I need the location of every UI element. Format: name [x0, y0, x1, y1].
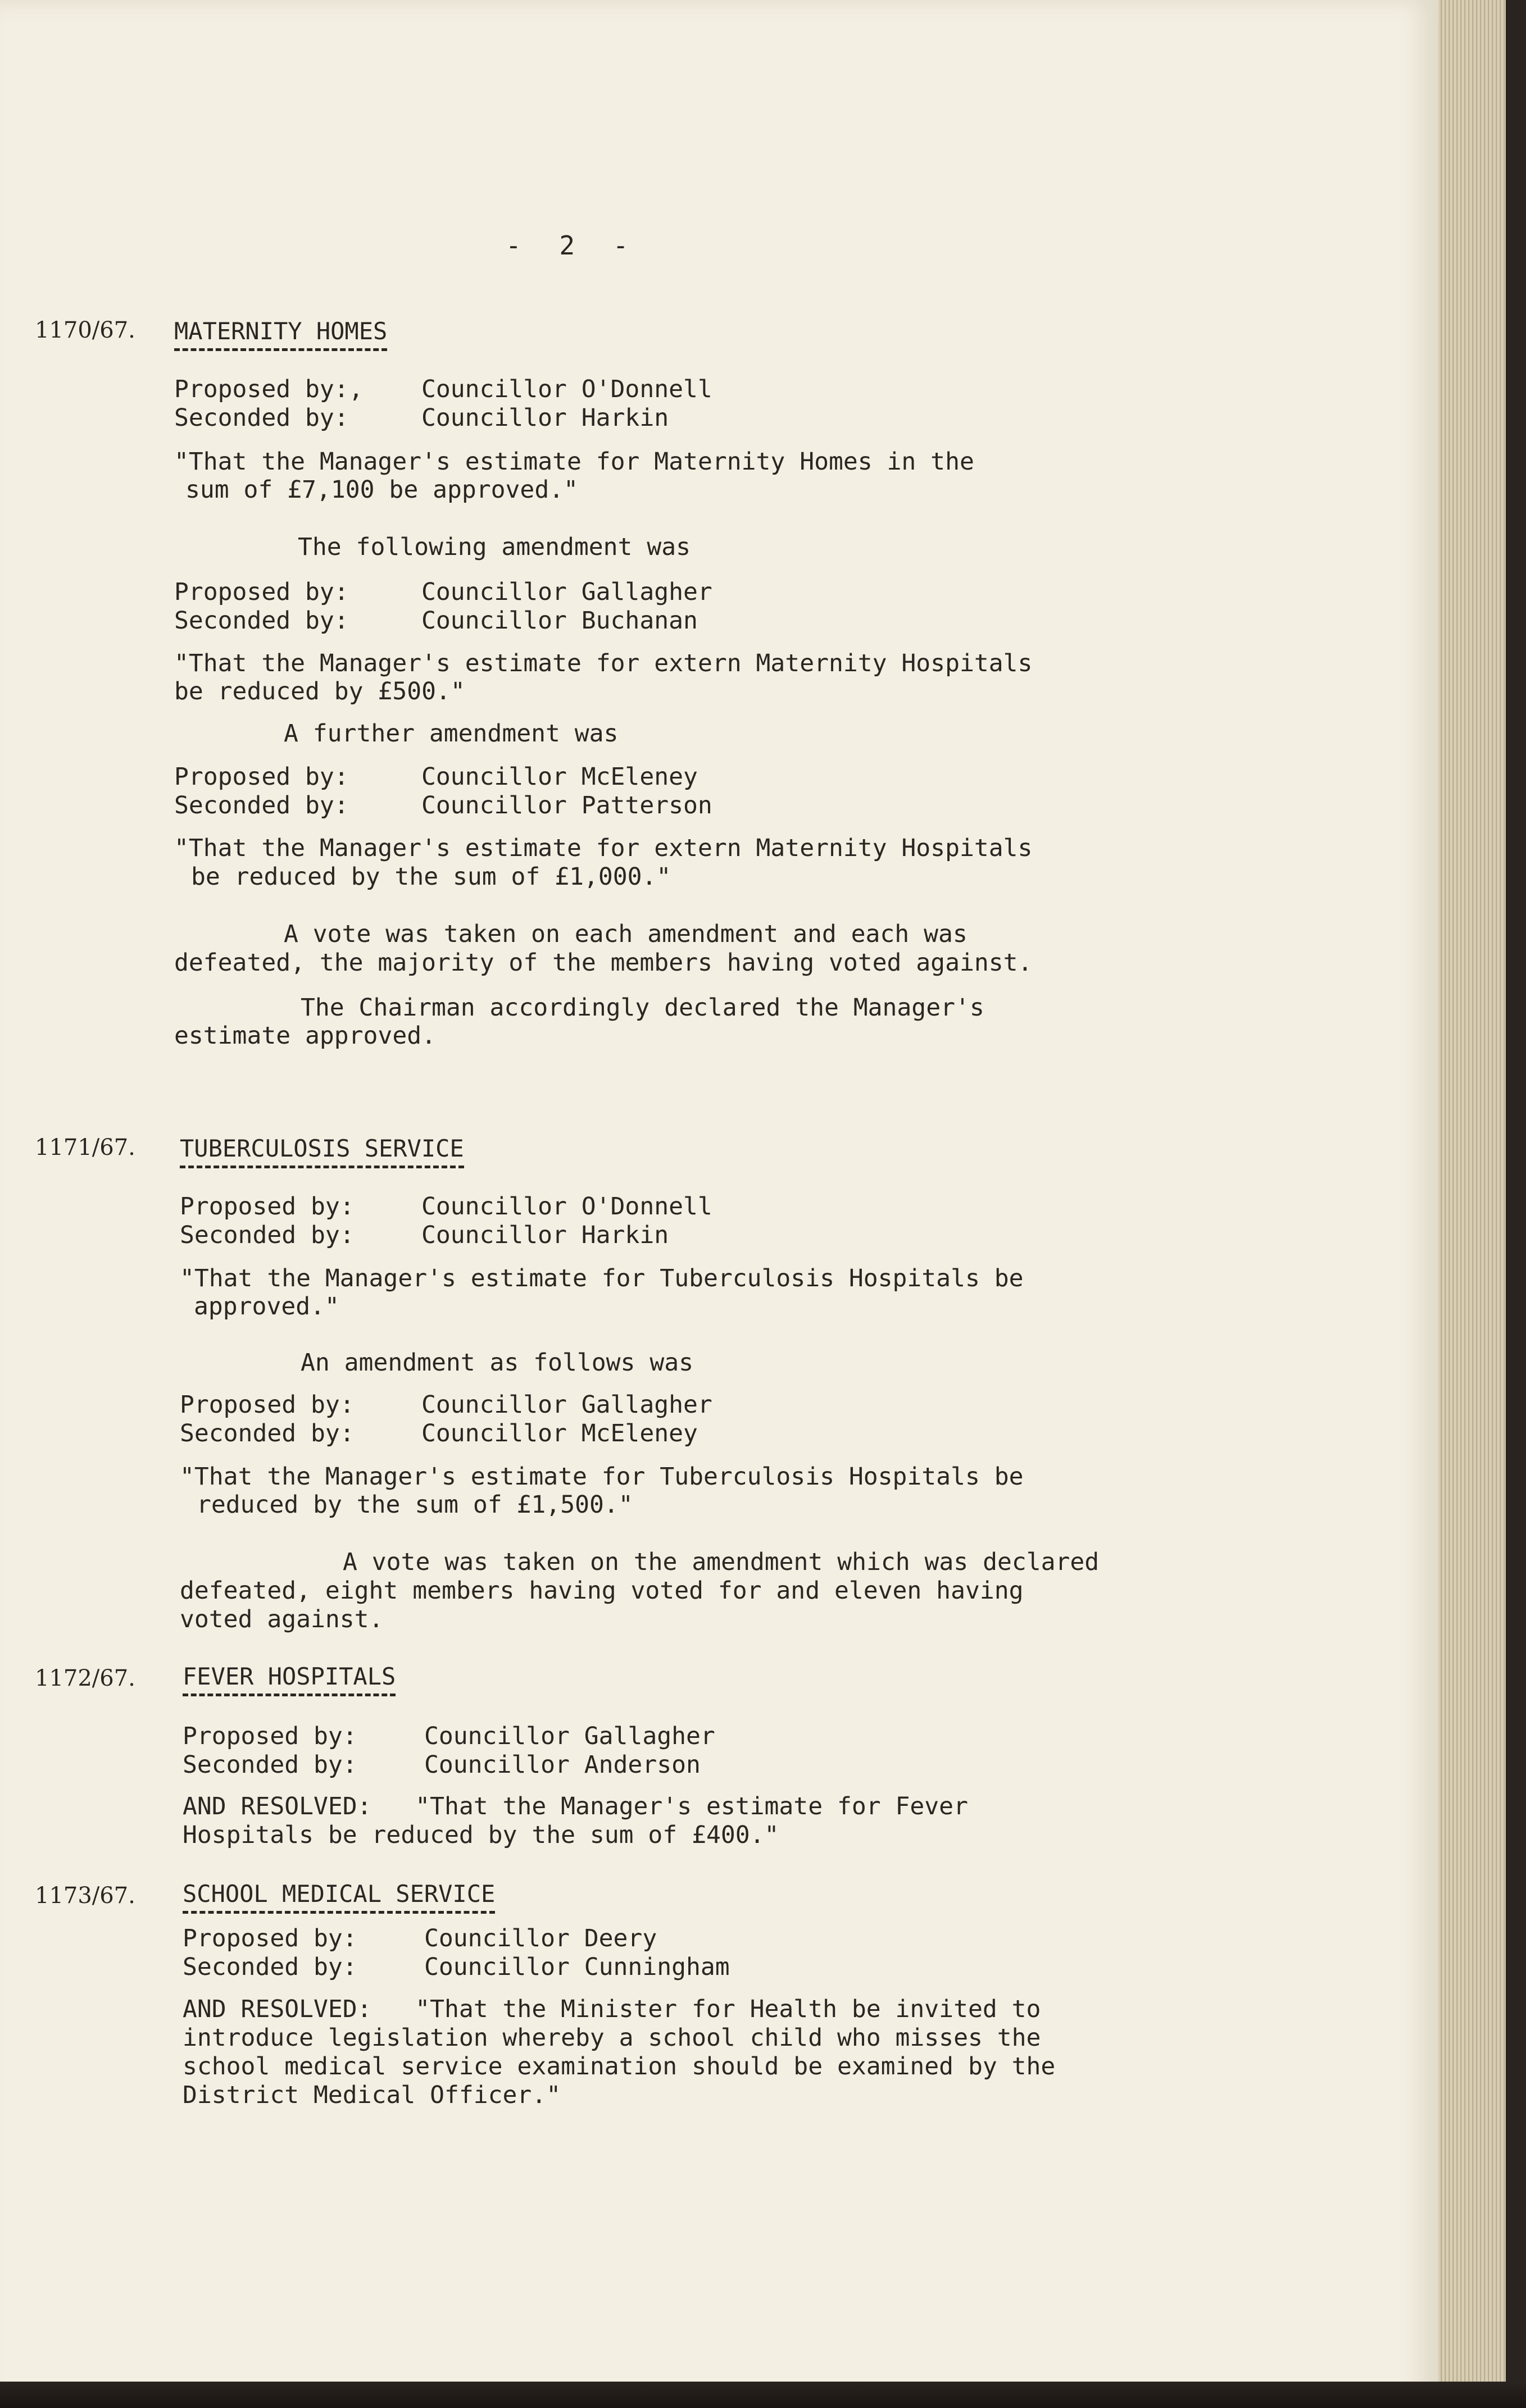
resolution-text: school medical service examination should be examined by the: [183, 2052, 1056, 2081]
minute-number: 1173/67.: [35, 1883, 135, 1909]
amendment-text: "That the Manager's estimate for extern Maternity Hospitals: [174, 649, 1033, 677]
seconded-line: [174, 791, 712, 820]
section-heading: FEVER HOSPITALS: [183, 1663, 396, 1696]
seconded-line: [174, 403, 669, 433]
proposer: Councillor Gallagher: [421, 1391, 712, 1419]
seconder: Councillor McEleney: [421, 1419, 698, 1447]
resolution-text: AND RESOLVED: "That the Manager's estimate for Fever: [183, 1792, 968, 1820]
book-cover-edge: [1506, 0, 1526, 2408]
seconder: Councillor Buchanan: [421, 607, 698, 635]
seconded-label: Seconded by:: [174, 404, 349, 432]
seconded-line: [183, 1952, 730, 1982]
vote-text: defeated, the majority of the members having voted against.: [174, 949, 1033, 977]
seconded-line: [180, 1419, 698, 1448]
amendment-text: be reduced by the sum of £1,000.": [191, 863, 671, 891]
seconded-label: Seconded by:: [180, 1221, 355, 1249]
vote-text: defeated, eight members having voted for and eleven having: [180, 1577, 1024, 1605]
proposer: Councillor O'Donnell: [421, 1192, 712, 1221]
proposed-label: Proposed by:,: [174, 375, 364, 403]
proposed-line: [174, 577, 712, 607]
seconder: Councillor Harkin: [421, 1221, 669, 1249]
resolution-text: District Medical Officer.": [183, 2081, 561, 2109]
proposed-label: Proposed by:: [174, 763, 349, 791]
resolution-text: introduce legislation whereby a school child who misses the: [183, 2024, 1041, 2052]
decision-text: The Chairman accordingly declared the Manager's: [301, 994, 984, 1022]
seconder: Councillor Harkin: [421, 404, 669, 432]
page-number: - 2 -: [506, 230, 640, 261]
proposed-label: Proposed by:: [174, 578, 349, 606]
seconded-label: Seconded by:: [174, 791, 349, 820]
bottom-shadow: [0, 2382, 1526, 2408]
seconder: Councillor Anderson: [424, 1751, 701, 1779]
proposer: Councillor McEleney: [421, 763, 698, 791]
seconder: Councillor Patterson: [421, 791, 712, 820]
proposer: Councillor Deery: [424, 1924, 657, 1952]
resolution-text: AND RESOLVED: "That the Minister for Health be invited to: [183, 1995, 1041, 2023]
resolution-text: Hospitals be reduced by the sum of £400.": [183, 1821, 779, 1849]
motion-text: approved.": [194, 1292, 339, 1321]
proposed-line: [183, 1722, 715, 1751]
amendment-text: reduced by the sum of £1,500.": [197, 1491, 633, 1519]
vote-text: A vote was taken on the amendment which was declared: [343, 1548, 1100, 1576]
minute-number: 1171/67.: [35, 1135, 135, 1160]
proposed-label: Proposed by:: [183, 1924, 357, 1952]
section-heading: MATERNITY HOMES: [174, 317, 387, 351]
section-heading: SCHOOL MEDICAL SERVICE: [183, 1880, 495, 1914]
amendment-intro: An amendment as follows was: [301, 1349, 693, 1377]
decision-text: estimate approved.: [174, 1022, 436, 1050]
proposed-label: Proposed by:: [180, 1391, 355, 1419]
vote-text: A vote was taken on each amendment and each was: [284, 920, 968, 948]
minute-number: 1170/67.: [35, 317, 135, 343]
seconded-label: Seconded by:: [183, 1953, 357, 1981]
seconded-line: [180, 1221, 669, 1250]
seconded-label: Seconded by:: [183, 1751, 357, 1779]
proposer: Councillor Gallagher: [424, 1722, 715, 1750]
section-heading: TUBERCULOSIS SERVICE: [180, 1135, 464, 1168]
amendment-text: "That the Manager's estimate for extern Maternity Hospitals: [174, 834, 1033, 862]
motion-text: "That the Manager's estimate for Maternity Homes in the: [174, 448, 974, 476]
amendment-text: "That the Manager's estimate for Tuberculosis Hospitals be: [180, 1463, 1024, 1491]
proposed-line: [183, 1924, 657, 1953]
seconded-line: [183, 1750, 701, 1779]
seconded-line: [174, 606, 698, 635]
proposed-line: [174, 762, 698, 791]
proposed-line: [180, 1192, 712, 1221]
amendment-intro: The following amendment was: [298, 533, 691, 561]
amendment-intro: A further amendment was: [284, 720, 619, 748]
proposed-line: [174, 375, 712, 404]
proposed-label: Proposed by:: [183, 1722, 357, 1750]
motion-text: "That the Manager's estimate for Tuberculosis Hospitals be: [180, 1264, 1024, 1292]
proposed-label: Proposed by:: [180, 1192, 355, 1221]
proposer: Councillor O'Donnell: [421, 375, 712, 403]
proposer: Councillor Gallagher: [421, 578, 712, 606]
seconder: Councillor Cunningham: [424, 1953, 730, 1981]
seconded-label: Seconded by:: [180, 1419, 355, 1447]
amendment-text: be reduced by £500.": [174, 677, 465, 705]
motion-text: sum of £7,100 be approved.": [185, 476, 578, 504]
proposed-line: [180, 1390, 712, 1419]
vote-text: voted against.: [180, 1605, 384, 1633]
seconded-label: Seconded by:: [174, 607, 349, 635]
minute-number: 1172/67.: [35, 1665, 135, 1691]
